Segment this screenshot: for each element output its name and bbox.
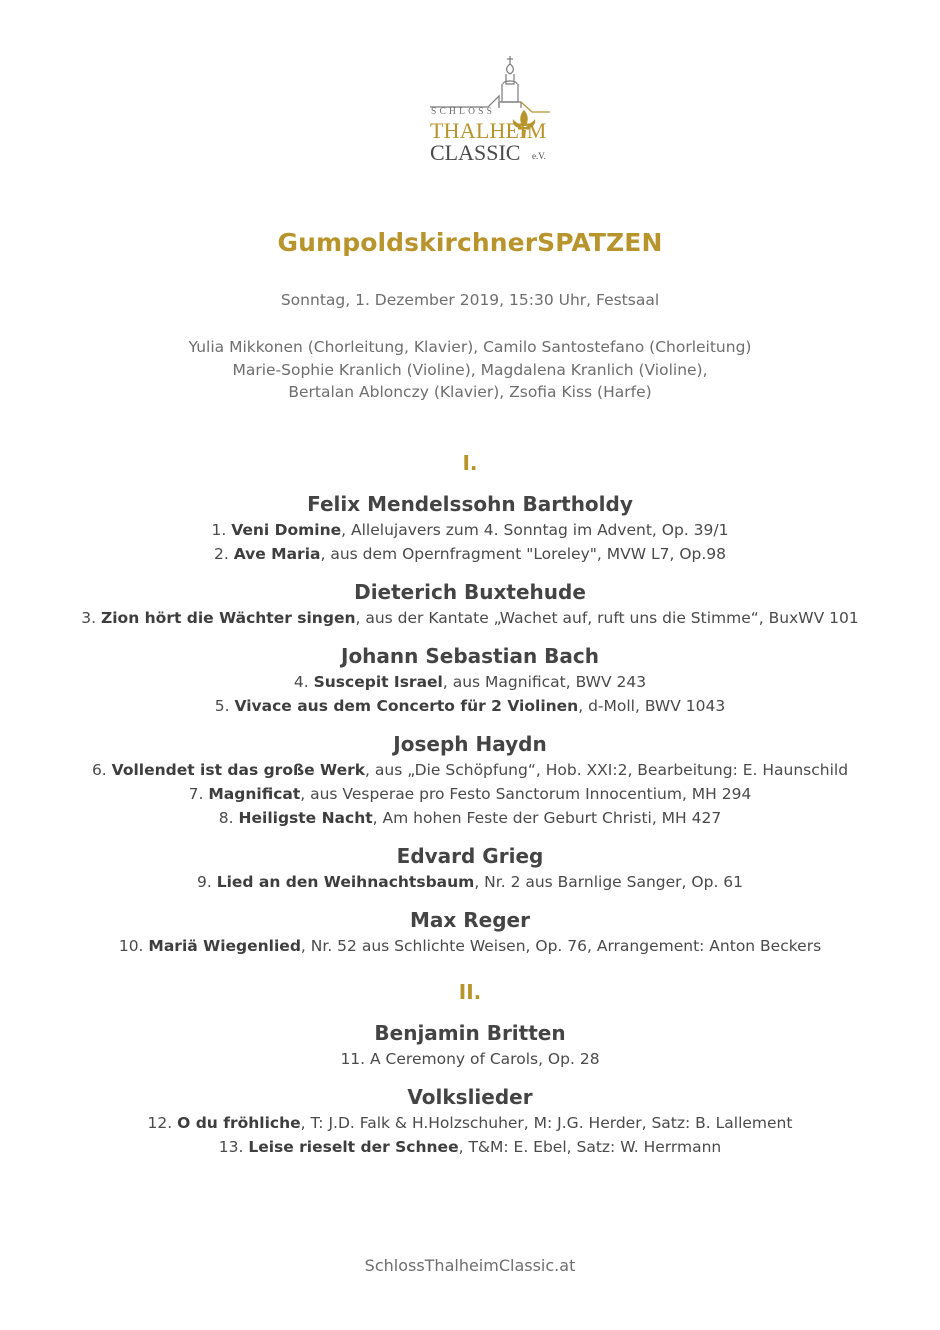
work-number: 10.	[118, 937, 144, 955]
work-title: Veni Domine	[231, 521, 342, 539]
work-details: , Allelujavers zum 4. Sonntag im Advent, Op. 39/1	[341, 521, 729, 539]
work-details: , aus der Kantate „Wachet auf, ruft uns die Stimme“, BuxWV 101	[355, 609, 859, 627]
work-title: Zion hört die Wächter singen	[101, 609, 356, 627]
work-number: 3.	[81, 609, 97, 627]
composer-name: Max Reger	[410, 908, 530, 932]
work-title: Leise rieselt der Schnee	[248, 1138, 459, 1156]
work-item	[0, 1135, 940, 1159]
performers	[0, 336, 940, 404]
logo	[0, 50, 940, 170]
work-title: Mariä Wiegenlied	[148, 937, 301, 955]
work-title: Suscepit Israel	[313, 673, 443, 691]
work-item	[0, 1047, 940, 1071]
work-item	[0, 806, 940, 830]
work-number: 5.	[214, 697, 230, 715]
work-number: 12.	[147, 1114, 173, 1132]
logo-schloss: SCHLOSS	[431, 107, 496, 117]
work-title: Vivace aus dem Concerto für 2 Violinen	[234, 697, 579, 715]
program	[0, 448, 940, 1159]
work-number: 13.	[218, 1138, 244, 1156]
part-heading: I.	[462, 451, 478, 475]
work-item	[0, 606, 940, 630]
work-details: , aus Magnificat, BWV 243	[442, 673, 647, 691]
work-details: , T&M: E. Ebel, Satz: W. Herrmann	[458, 1138, 722, 1156]
website-link[interactable]: SchlossThalheimClassic.at	[364, 1256, 576, 1275]
composer-name: Edvard Grieg	[396, 844, 544, 868]
work-number: 7.	[188, 785, 204, 803]
work-details: , aus Vesperae pro Festo Sanctorum Innocentium, MH 294	[300, 785, 752, 803]
work-details: , aus „Die Schöpfung“, Hob. XXI:2, Bearbeitung: E. Haunschild	[365, 761, 849, 779]
work-item	[0, 758, 940, 782]
work-details: , Am hohen Feste der Geburt Christi, MH 427	[372, 809, 722, 827]
concert-date: Sonntag, 1. Dezember 2019, 15:30 Uhr, Festsaal	[280, 291, 660, 309]
work-item	[0, 1111, 940, 1135]
work-details: , Nr. 52 aus Schlichte Weisen, Op. 76, Arrangement: Anton Beckers	[300, 937, 822, 955]
part-heading: II.	[458, 980, 482, 1004]
work-number: 2.	[213, 545, 229, 563]
composer-name: Benjamin Britten	[374, 1021, 566, 1045]
work-item	[0, 870, 940, 894]
work-item	[0, 782, 940, 806]
work-item	[0, 694, 940, 718]
performers-line: Bertalan Ablonczy (Klavier), Zsofia Kiss (Harfe)	[288, 383, 652, 401]
work-number: 4.	[293, 673, 309, 691]
work-details: , aus dem Opernfragment "Loreley", MVW L7, Op.98	[320, 545, 727, 563]
composer-name: Johann Sebastian Bach	[341, 644, 599, 668]
work-title: Magnificat	[208, 785, 301, 803]
work-number: 11.	[340, 1050, 366, 1068]
work-number: 6.	[91, 761, 107, 779]
work-number: 1.	[211, 521, 227, 539]
work-details: , T: J.D. Falk & H.Holzschuher, M: J.G. Herder, Satz: B. Lallement	[300, 1114, 793, 1132]
composer-name: Joseph Haydn	[393, 732, 547, 756]
performers-line: Marie-Sophie Kranlich (Violine), Magdalena Kranlich (Violine),	[232, 360, 708, 379]
work-details: , d-Moll, BWV 1043	[578, 697, 726, 715]
work-number: 9.	[196, 873, 212, 891]
composer-name: Volkslieder	[407, 1085, 533, 1109]
work-title: O du fröhliche	[177, 1114, 301, 1132]
work-item	[0, 542, 940, 566]
work-title: Lied an den Weihnachtsbaum	[216, 873, 475, 891]
work-title: Ave Maria	[233, 545, 321, 563]
work-title: Heiligste Nacht	[238, 809, 373, 827]
work-item	[0, 670, 940, 694]
work-item	[0, 518, 940, 542]
logo-thalheim: THALHEIM	[430, 118, 547, 143]
logo-classic: CLASSIC	[430, 140, 521, 165]
composer-name: Felix Mendelssohn Bartholdy	[307, 492, 633, 516]
composer-name: Dieterich Buxtehude	[354, 580, 586, 604]
logo-ev: e.V.	[532, 151, 546, 161]
performers-line: Yulia Mikkonen (Chorleitung, Klavier), Camilo Santostefano (Chorleitung)	[188, 338, 752, 356]
work-number: 8.	[218, 809, 234, 827]
concert-title: GumpoldskirchnerSPATZEN	[277, 228, 663, 257]
work-details: A Ceremony of Carols, Op. 28	[370, 1050, 600, 1068]
work-item	[0, 934, 940, 958]
work-details: , Nr. 2 aus Barnlige Sanger, Op. 61	[474, 873, 744, 891]
work-title: Vollendet ist das große Werk	[111, 761, 366, 779]
